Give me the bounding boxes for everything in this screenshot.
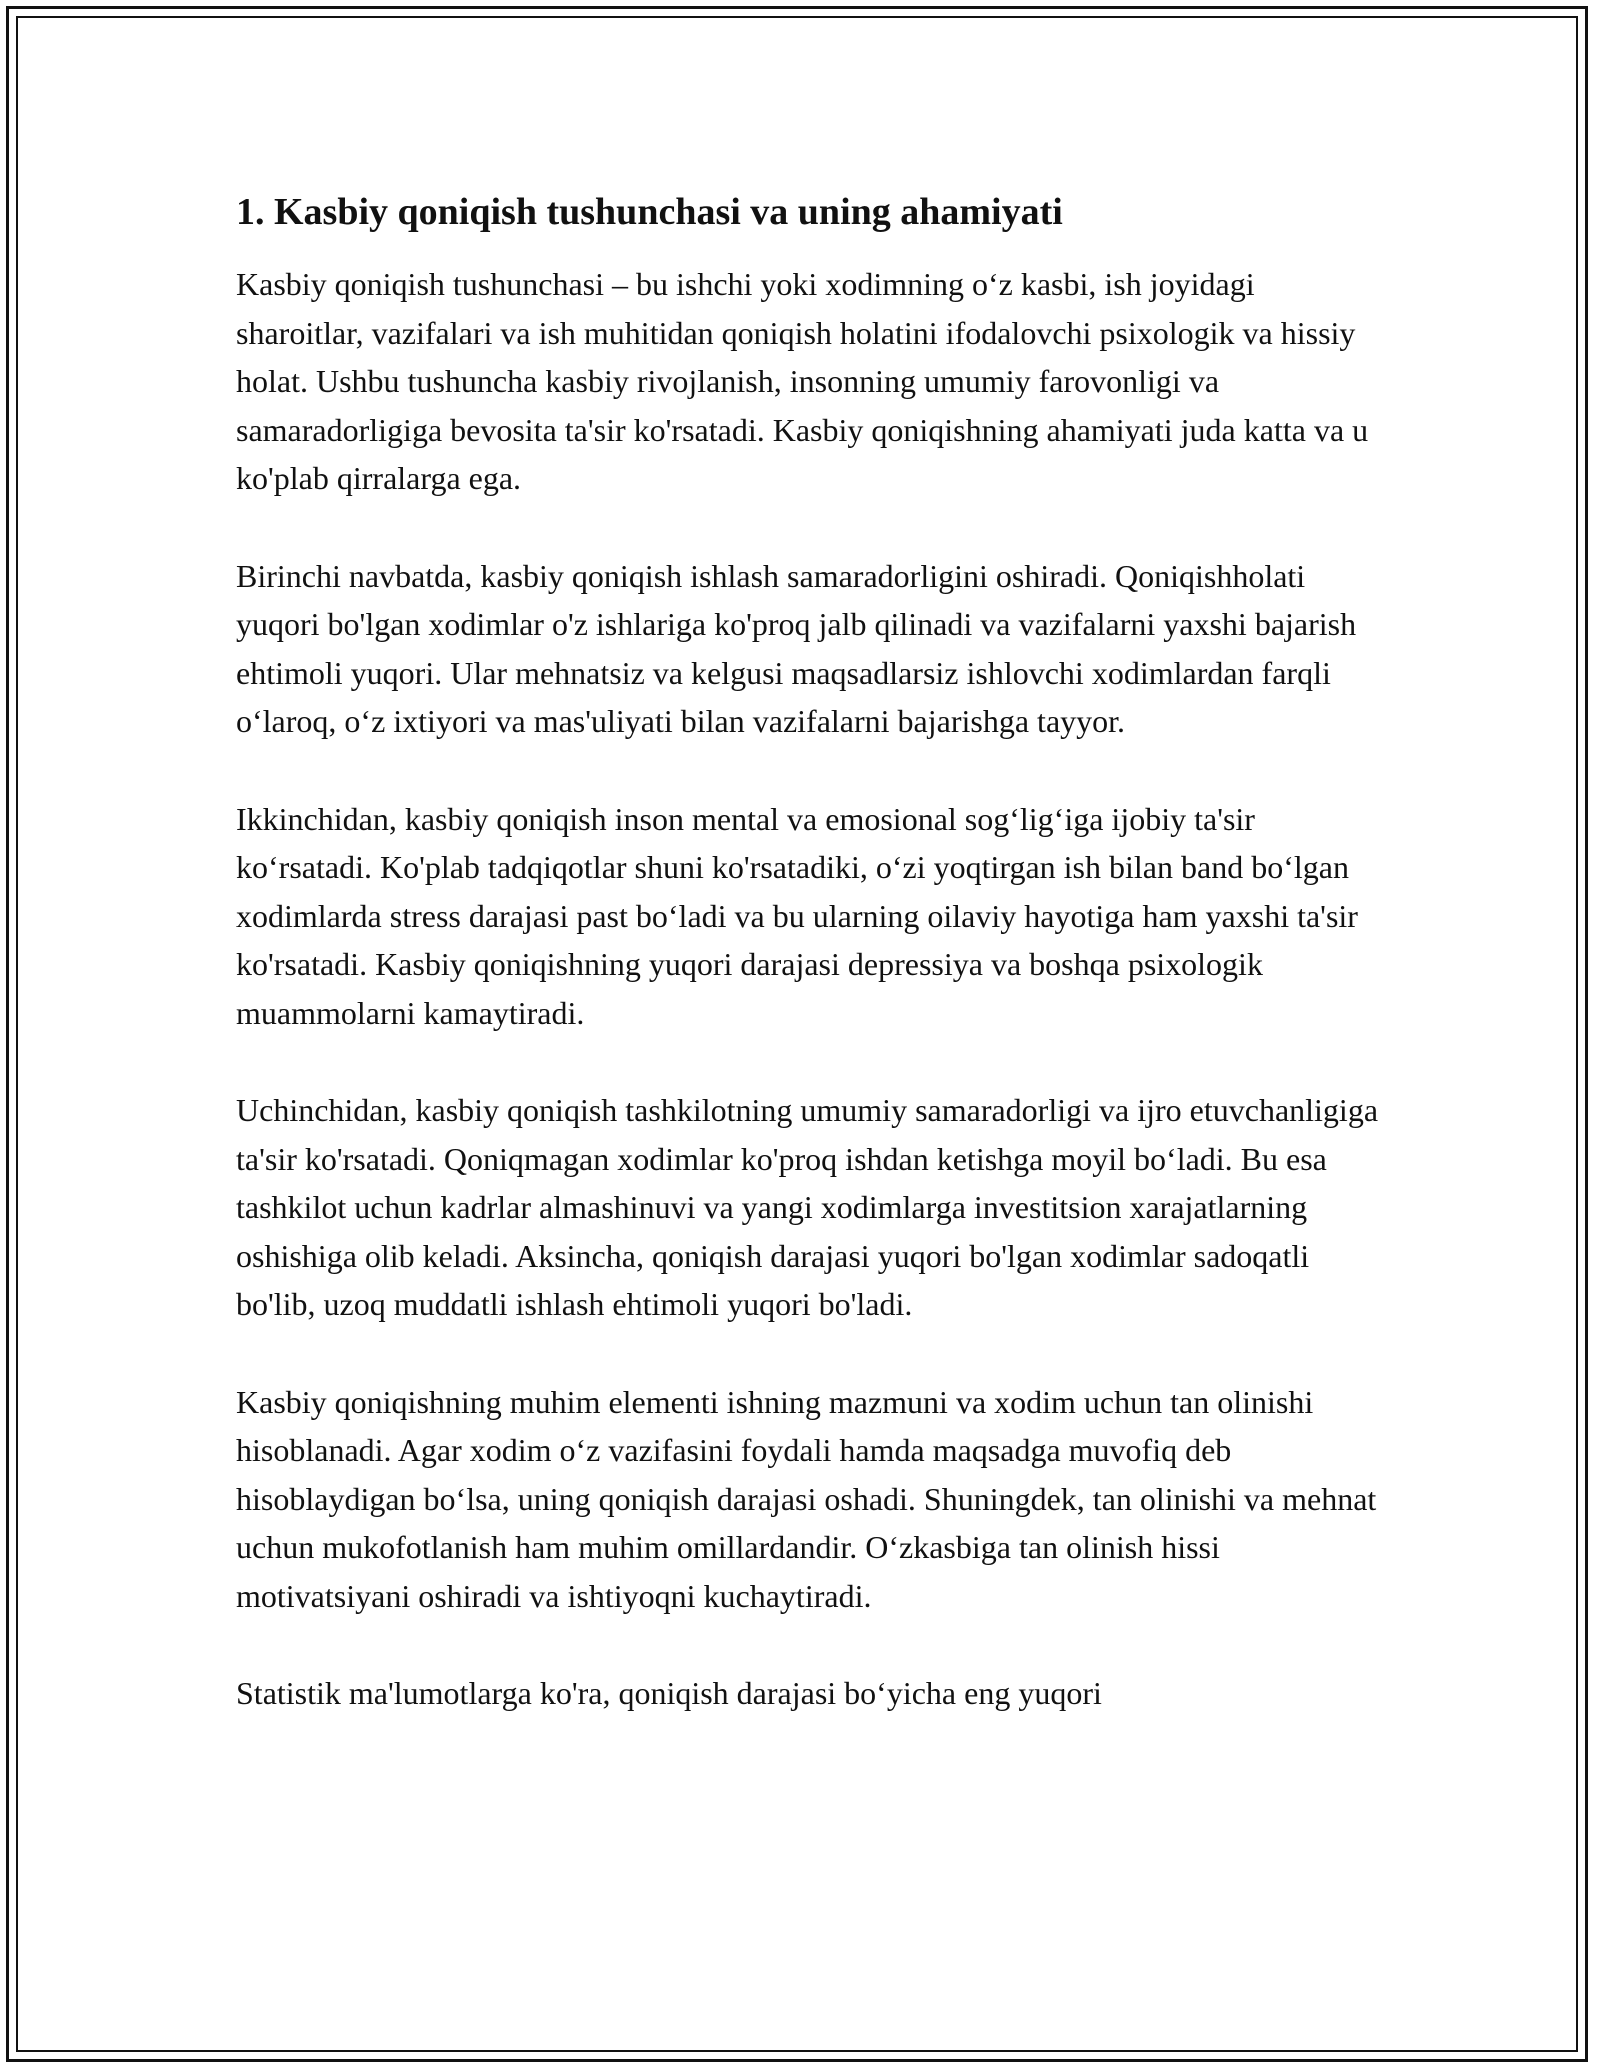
paragraph-first-point: Birinchi navbatda, kasbiy qoniqish ishlash samaradorligini oshiradi. Qoniqishholati yuqori bo'lgan xodimlar o'z ishlariga ko'proq jalb qilinadi va vazifalarni yaxshi bajarish ehtimoli yuqori. Ular mehnatsiz va kelgusi maqsadlarsiz ishlovchi xodimlardan farqli o‘laroq, o‘z ixtiyori va mas'uliyati bilan vazifalarni bajarishga tayyor. (236, 557, 1357, 739)
document-body (236, 186, 1386, 1767)
paragraph-third-point: Uchinchidan, kasbiy qoniqish tashkilotning umumiy samaradorligi va ijro etuvchanligiga ta'sir ko'rsatadi. Qoniqmagan xodimlar ko'proq ishdan ketishga moyil bo‘ladi. Bu esa tashkilot uchun kadrlar almashinuvi va yangi xodimlarga investitsion xarajatlarning oshishiga olib keladi. Aksincha, qoniqish darajasi yuqori bo'lgan xodimlar sadoqatli bo'lib, uzoq muddatli ishlash ehtimoli yuqori bo'ladi. (236, 1092, 1379, 1322)
paragraph-recognition: Kasbiy qoniqishning muhim elementi ishning mazmuni va xodim uchun tan olinishi hisoblanadi. Agar xodim o‘z vazifasini foydali hamda maqsadga muvofiq deb hisoblaydigan bo‘lsa, uning qoniqish darajasi oshadi. Shuningdek, tan olinishi va mehnat uchun mukofotlanish ham muhim omillardandir. O‘zkasbiga tan olinish hissi motivatsiyani oshiradi va ishtiyoqni kuchaytiradi. (236, 1383, 1377, 1614)
section-heading: 1. Kasbiy qoniqish tushunchasi va uning ahamiyati (236, 191, 1063, 233)
paragraph-second-point: Ikkinchidan, kasbiy qoniqish inson mental va emosional sog‘lig‘iga ijobiy ta'sir ko‘rsatadi. Ko'plab tadqiqotlar shuni ko'rsatadiki, o‘zi yoqtirgan ish bilan band bo‘lgan xodimlarda stress darajasi past bo‘ladi va bu ularning oilaviy hayotiga ham yaxshi ta'sir ko'rsatadi. Kasbiy qoniqishning yuqori darajasi depressiya va boshqa psixologik muammolarni kamaytiradi. (236, 800, 1358, 1031)
paragraph-statistics: Statistik ma'lumotlarga ko'ra, qoniqish darajasi bo‘yicha eng yuqori (236, 1675, 1102, 1711)
paragraph-definition: Kasbiy qoniqish tushunchasi – bu ishchi yoki xodimning o‘z kasbi, ish joyidagi sharoitlar, vazifalari va ish muhitidan qoniqish holatini ifodalovchi psixologik va hissiy holat. Ushbu tushuncha kasbiy rivojlanish, insonning umumiy farovonligi va samaradorligiga bevosita ta'sir ko'rsatadi. Kasbiy qoniqishning ahamiyati juda katta va u ko'plab qirralarga ega. (236, 266, 1369, 496)
